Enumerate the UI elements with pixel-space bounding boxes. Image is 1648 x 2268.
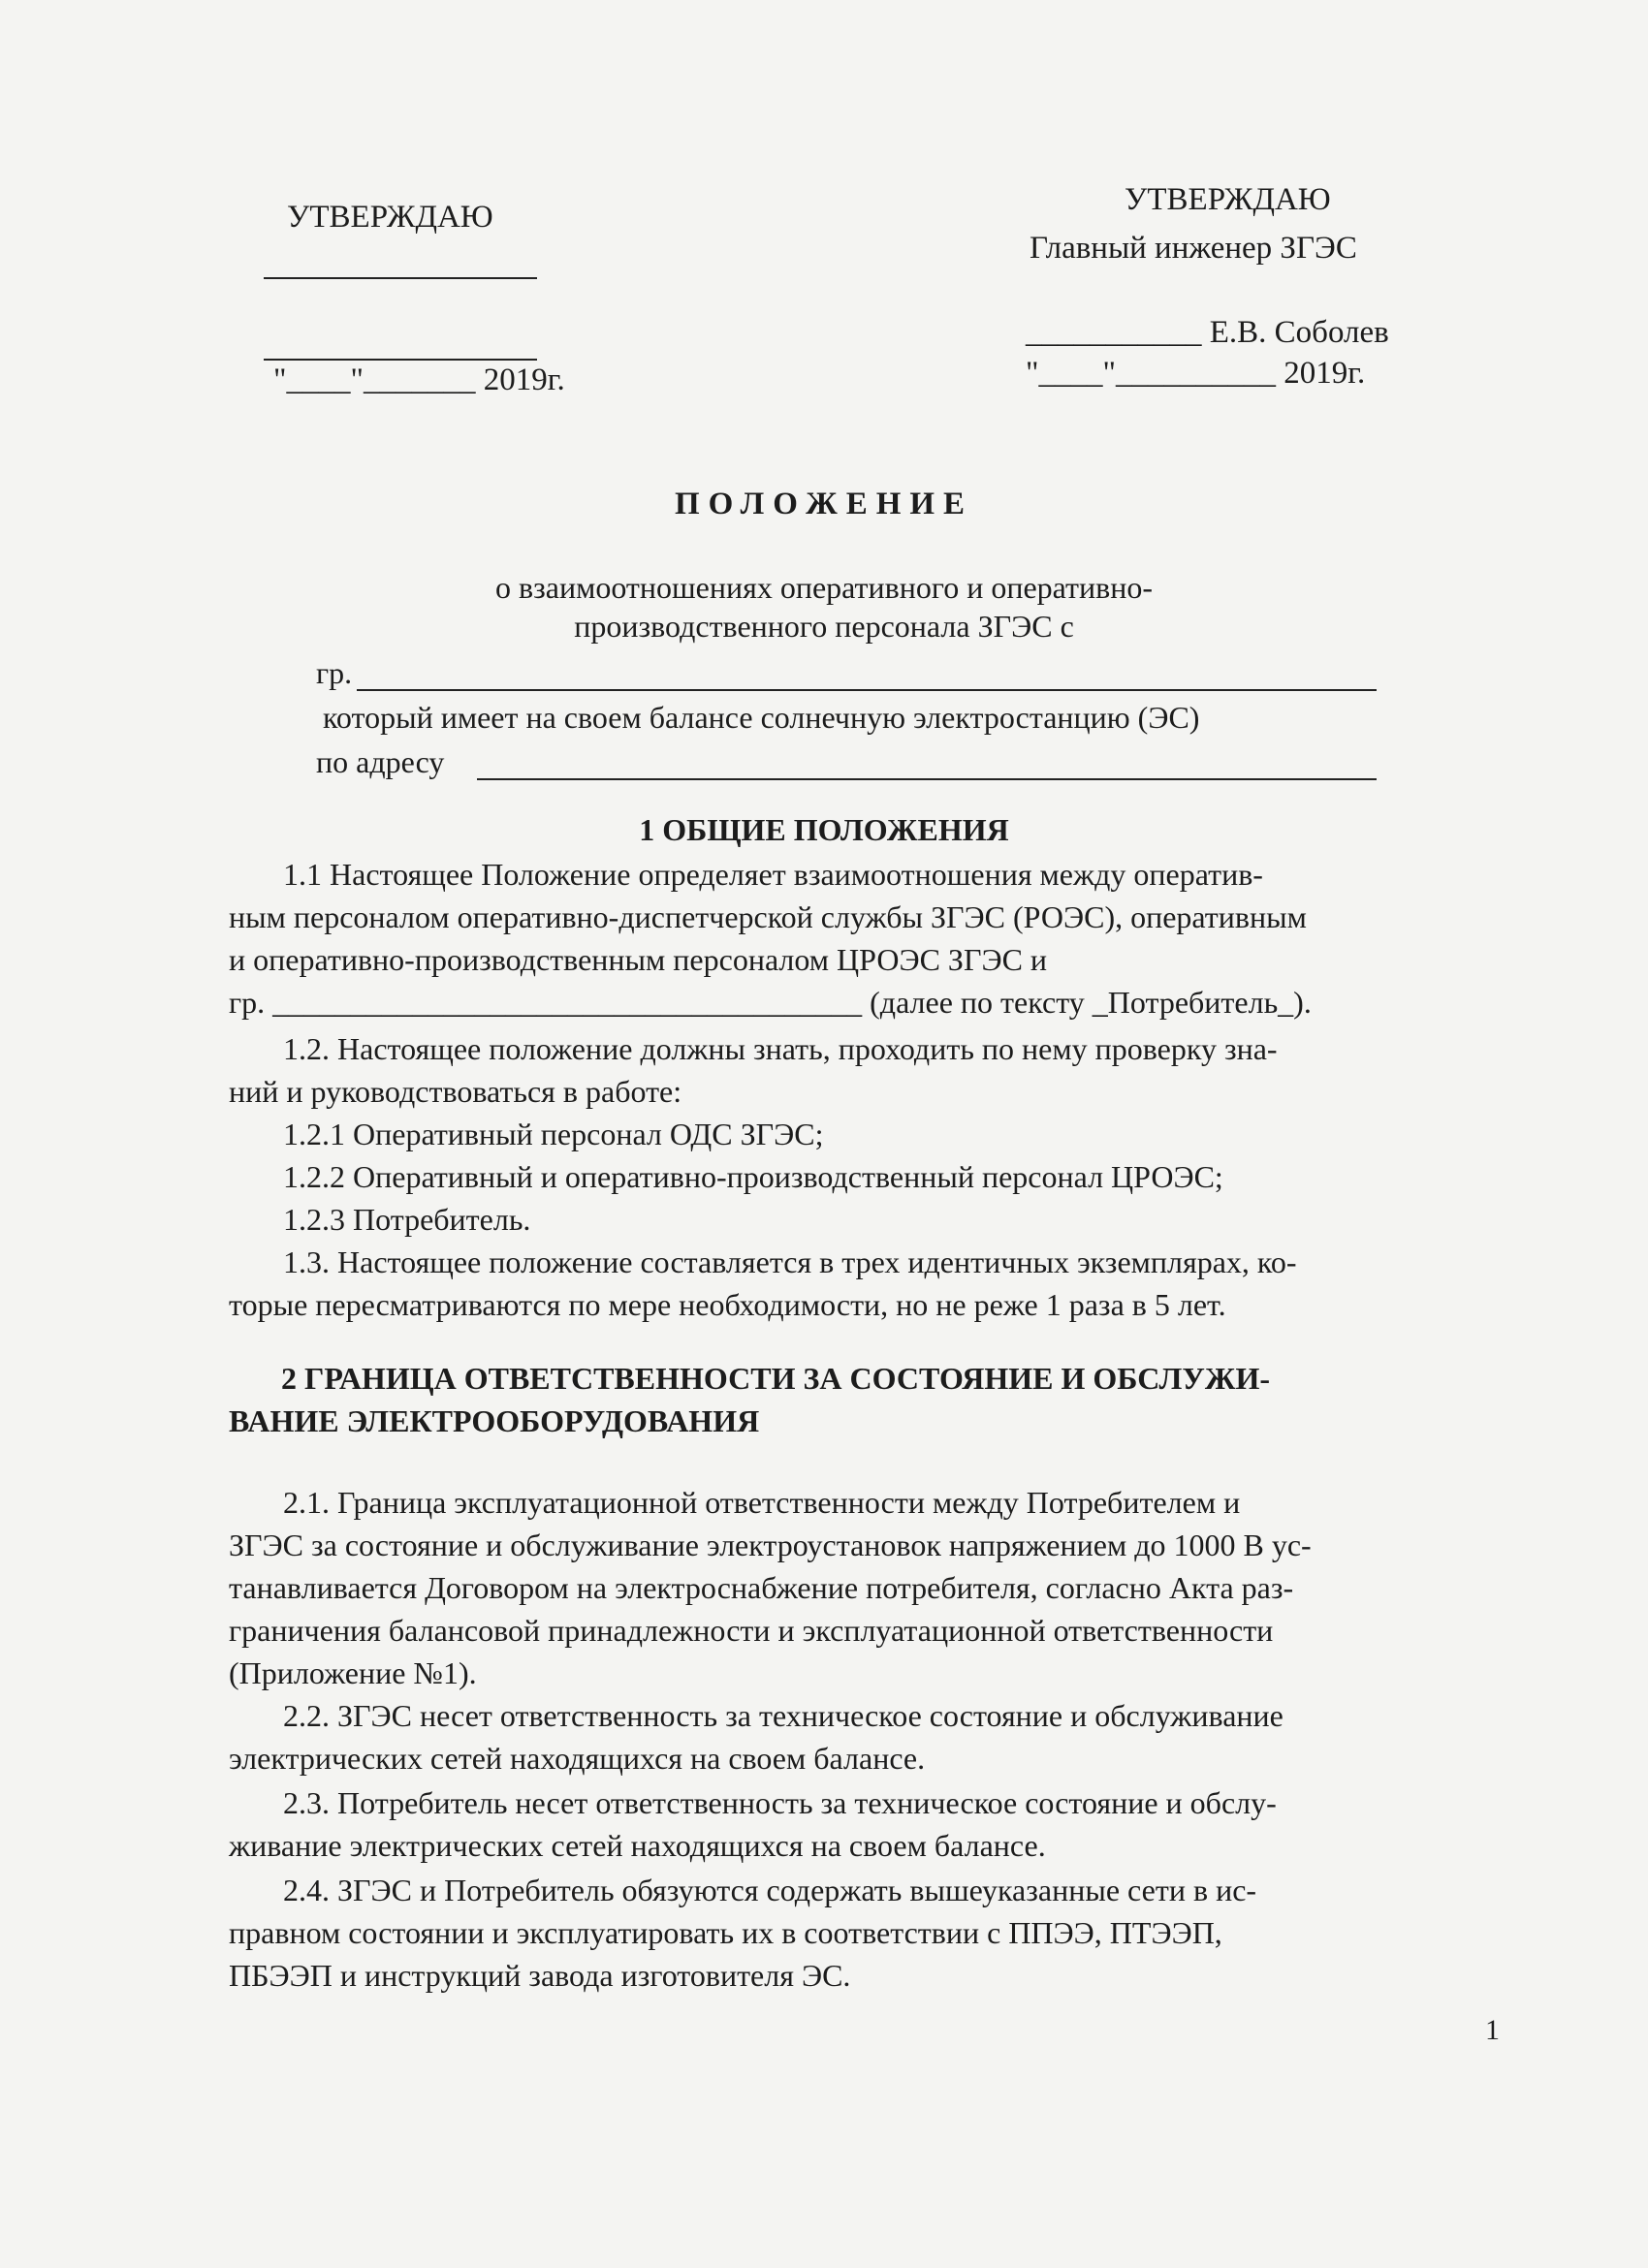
section-2-heading-line-2: ВАНИЕ ЭЛЕКТРООБОРУДОВАНИЯ	[229, 1403, 760, 1438]
document-title: ПОЛОЖЕНИЕ	[674, 487, 974, 521]
approve-left-date: "____"_______ 2019г.	[273, 362, 565, 397]
paragraph-line: 1.3. Настоящее положение составляется в трех идентичных экземплярах, ко-	[283, 1244, 1297, 1279]
approve-left-name-line	[264, 359, 537, 361]
document-subtitle-line-2: производственного персонала ЗГЭС с	[574, 609, 1074, 644]
paragraph-line: 1.2.2 Оперативный и оперативно-производственный персонал ЦРОЭС;	[283, 1159, 1223, 1194]
approve-right-position: Главный инженер ЗГЭС	[1030, 231, 1357, 266]
paragraph-line: ний и руководствоваться в работе:	[229, 1074, 682, 1109]
section-1-heading: 1 ОБЩИЕ ПОЛОЖЕНИЯ	[639, 812, 1009, 847]
paragraph-line: граничения балансовой принадлежности и эксплуатационной ответственности	[229, 1613, 1274, 1648]
approve-right-title: УТВЕРЖДАЮ	[1125, 182, 1331, 217]
paragraph-line: живание электрических сетей находящихся на своем балансе.	[229, 1828, 1046, 1863]
field-address-blank	[477, 778, 1377, 780]
paragraph-line: 1.2.1 Оперативный персонал ОДС ЗГЭС;	[283, 1117, 824, 1151]
paragraph-line: 1.2. Настоящее положение должны знать, проходить по нему проверку зна-	[283, 1031, 1278, 1066]
paragraph-line: и оперативно-производственным персоналом ЦРОЭС ЗГЭС и	[229, 942, 1048, 977]
paragraph-line: 2.4. ЗГЭС и Потребитель обязуются содержать вышеуказанные сети в ис-	[283, 1873, 1257, 1907]
paragraph-line: ным персоналом оперативно-диспетчерской службы ЗГЭС (РОЭС), оперативным	[229, 899, 1307, 934]
paragraph-line: 1.2.3 Потребитель.	[283, 1202, 531, 1237]
paragraph-line: ЗГЭС за состояние и обслуживание электроустановок напряжением до 1000 В ус-	[229, 1528, 1312, 1562]
section-2-heading-line-1: 2 ГРАНИЦА ОТВЕТСТВЕННОСТИ ЗА СОСТОЯНИЕ И ОБСЛУЖИ-	[281, 1361, 1271, 1396]
approve-left-title: УТВЕРЖДАЮ	[287, 200, 493, 235]
field-gr-blank	[357, 689, 1377, 691]
document-subtitle-line-1: о взаимоотношениях оперативного и оперативно-	[494, 570, 1154, 605]
paragraph-line: торые пересматриваются по мере необходимости, но не реже 1 раза в 5 лет.	[229, 1287, 1226, 1322]
paragraph-line: гр. ______________________________________ (далее по тексту _Потребитель_).	[229, 985, 1312, 1020]
approve-left-signature-line	[264, 277, 537, 279]
paragraph-line: 2.1. Граница эксплуатационной ответственности между Потребителем и	[283, 1485, 1241, 1520]
page-number: 1	[1485, 2014, 1500, 2046]
paragraph-line: (Приложение №1).	[229, 1655, 477, 1690]
paragraph-line: 2.2. ЗГЭС несет ответственность за техническое состояние и обслуживание	[283, 1698, 1284, 1733]
paragraph-line: танавливается Договором на электроснабжение потребителя, согласно Акта раз-	[229, 1570, 1294, 1605]
paragraph-line: электрических сетей находящихся на своем балансе.	[229, 1741, 926, 1776]
paragraph-line: 1.1 Настоящее Положение определяет взаимоотношения между оператив-	[283, 857, 1263, 892]
paragraph-line: ПБЭЭП и инструкций завода изготовителя ЭС.	[229, 1958, 851, 1993]
field-address-label: по адресу	[316, 744, 445, 779]
approve-right-signature: ___________ Е.В. Соболев	[1026, 315, 1389, 350]
paragraph-line: правном состоянии и эксплуатировать их в соответствии с ППЭЭ, ПТЭЭП,	[229, 1915, 1222, 1950]
field-balance-text: который имеет на своем балансе солнечную электростанцию (ЭС)	[323, 700, 1200, 735]
paragraph-line: 2.3. Потребитель несет ответственность за техническое состояние и обслу-	[283, 1785, 1277, 1820]
approve-right-date: "____"__________ 2019г.	[1026, 356, 1366, 391]
field-gr-label: гр.	[316, 655, 353, 690]
